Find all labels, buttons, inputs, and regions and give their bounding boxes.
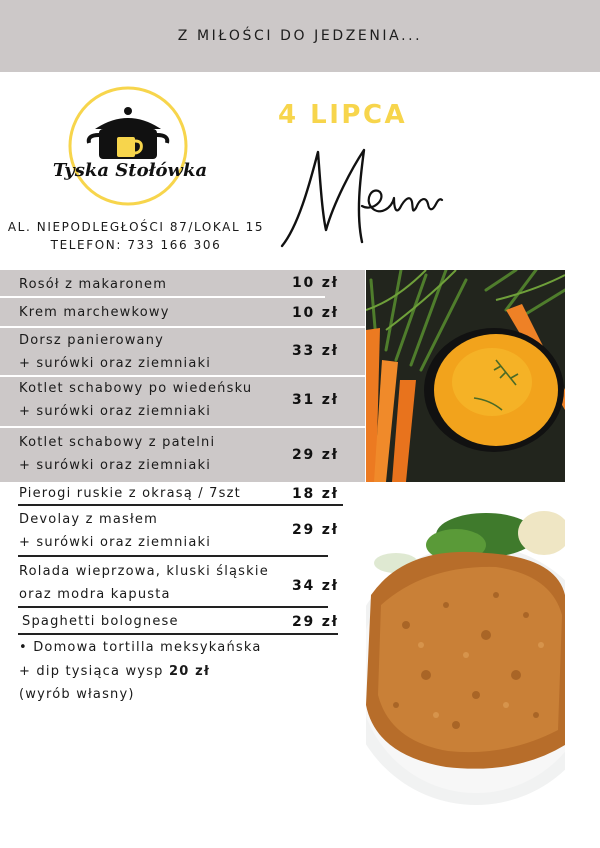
divider [0, 326, 365, 328]
divider [18, 606, 328, 608]
menu-item-price: 31 zł [292, 392, 339, 408]
menu-item-price: 34 zł [292, 578, 339, 594]
menu-date: 4 LIPCA [278, 100, 408, 130]
divider [18, 633, 338, 635]
menu-item-name: Kotlet schabowy po wiedeńsku [19, 381, 253, 396]
menu-item-price: 10 zł [292, 305, 339, 321]
menu-item-price: 10 zł [292, 275, 339, 291]
tagline: Z MIŁOŚCI DO JEDZENIA... [177, 28, 423, 44]
phone: TELEFON: 733 166 306 [50, 238, 222, 252]
menu-title-text: Menu [276, 138, 279, 139]
special-item-price: 20 zł [168, 664, 210, 679]
divider [0, 296, 325, 298]
menu-item-note: + surówki oraz ziemniaki [19, 356, 212, 371]
menu-item-note: + surówki oraz ziemniaki [19, 535, 212, 550]
menu-item-name: Rosół z makaronem [19, 277, 168, 292]
menu-item-price: 29 zł [292, 447, 339, 463]
menu-item-price: 29 zł [292, 522, 339, 538]
special-item-line3: (wyrób własny) [19, 687, 135, 702]
menu-item-name: Dorsz panierowany [19, 333, 165, 348]
address: AL. NIEPODLEGŁOŚCI 87/LOKAL 15 [7, 220, 265, 234]
special-item-line1: • Domowa tortilla meksykańska [19, 640, 262, 655]
menu-item-name: Devolay z masłem [19, 512, 158, 527]
menu-title [276, 138, 446, 254]
special-item-line2 [19, 664, 210, 679]
breaded-cutlet-photo [366, 505, 565, 815]
carrot-soup-photo [366, 270, 565, 482]
menu-item-note: + surówki oraz ziemniaki [19, 458, 212, 473]
menu-item-price: 33 zł [292, 343, 339, 359]
menu-item-name: Kotlet schabowy z patelni [19, 435, 216, 450]
pot-with-mug-icon [67, 85, 189, 207]
divider [18, 555, 328, 557]
menu-item-name: Pierogi ruskie z okrasą / 7szt [19, 486, 241, 501]
divider [18, 504, 343, 506]
divider [0, 375, 365, 377]
divider [0, 426, 365, 428]
menu-item-price: 29 zł [292, 614, 339, 630]
header-band [0, 0, 600, 72]
brand-name: Tyska Stołówka [52, 160, 208, 181]
special-item-note: + dip tysiąca wysp [19, 664, 164, 679]
menu-item-name: Krem marchewkowy [19, 305, 170, 320]
menu-item-price: 18 zł [292, 486, 339, 502]
menu-item-name: Rolada wieprzowa, kluski śląskie [19, 564, 269, 579]
menu-item-note: + surówki oraz ziemniaki [19, 404, 212, 419]
menu-item-note: oraz modra kapusta [19, 587, 171, 602]
menu-item-name: Spaghetti bolognese [22, 614, 179, 629]
